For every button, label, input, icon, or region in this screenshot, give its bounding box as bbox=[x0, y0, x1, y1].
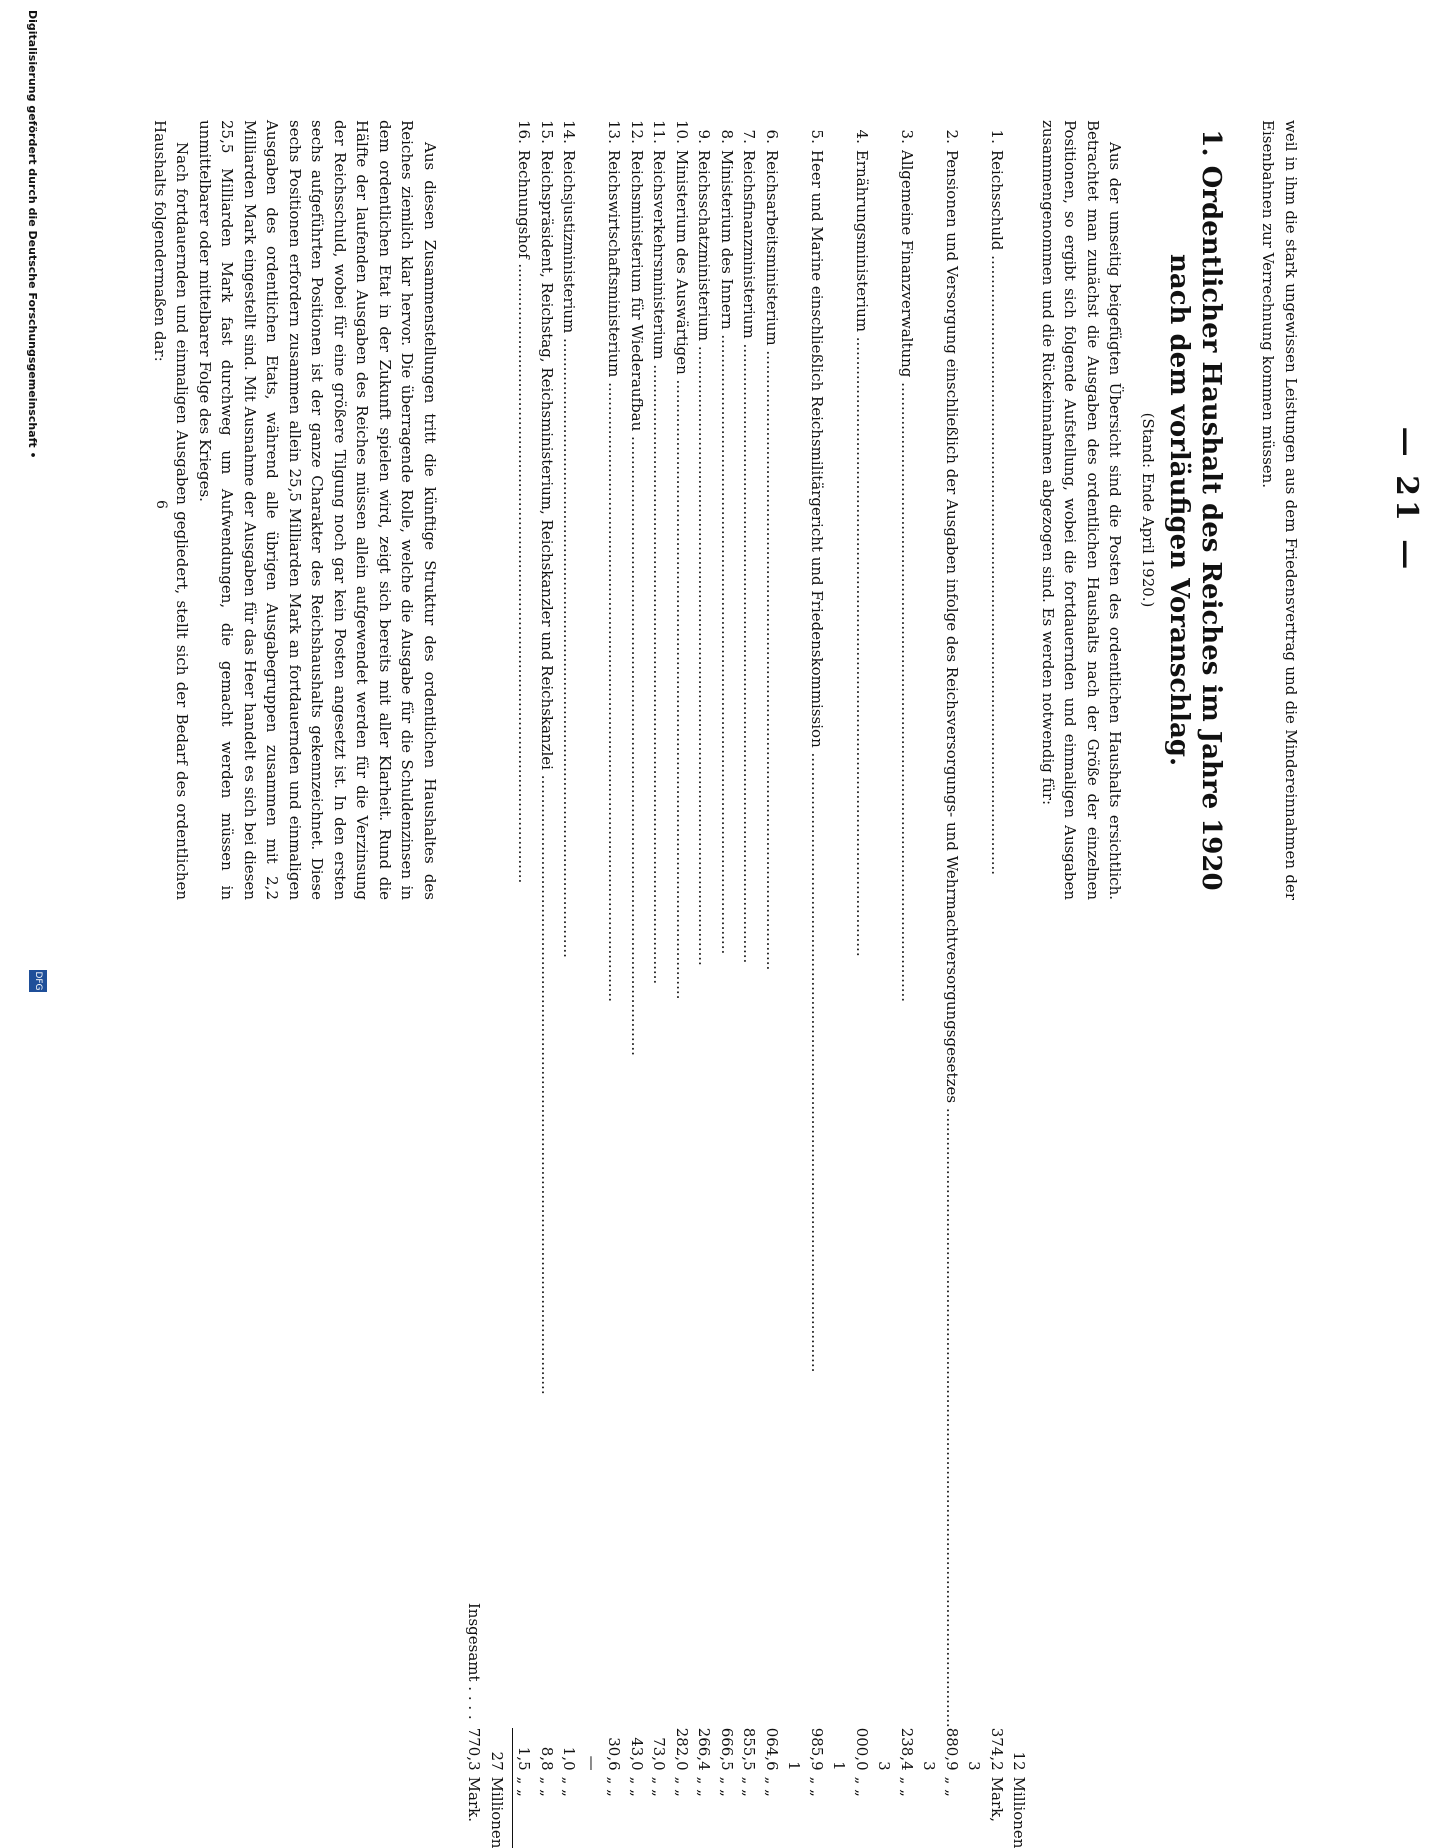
item-label: Reichspräsident, Reichstag, Reichsministerium, Reichskanzler und Reichskanzlei ..... bbox=[536, 150, 559, 1728]
item-number: 14. bbox=[560, 120, 579, 144]
table-row bbox=[896, 120, 941, 1848]
item-label: Reichsarbeitsministerium ..... bbox=[761, 150, 806, 1728]
item-value: 43,0 bbox=[628, 1737, 646, 1771]
intro-paragraph: weil in ihm die stark ungewissen Leistungen aus dem Friedensvertrag und die Mindereinnahmen der Eisenbahnen zur Verrechnung kommen müssen. bbox=[1259, 120, 1300, 900]
table-row bbox=[626, 120, 649, 1848]
signature-mark: 6 bbox=[153, 500, 169, 509]
item-unit: „ „ bbox=[943, 1776, 961, 1797]
item-label: Reichsverkehrsministerium ..... bbox=[648, 150, 671, 1728]
total-label: Insgesamt bbox=[465, 1602, 484, 1682]
item-number: 15. bbox=[538, 120, 556, 144]
page-number: — 21 — bbox=[1389, 426, 1424, 574]
item-unit: „ „ bbox=[718, 1776, 736, 1797]
item-label: Reichsschuld ..... bbox=[986, 150, 1031, 1728]
item-number: 5. bbox=[808, 129, 826, 144]
table-row bbox=[716, 120, 739, 1848]
footer-credit: Digitalisierung gefördert durch die Deutsche Forschungsgemeinschaft • bbox=[26, 10, 39, 459]
table-row bbox=[558, 120, 603, 1848]
item-label: Reichsjustizministerium ..... bbox=[558, 150, 603, 1728]
table-row bbox=[761, 120, 806, 1848]
item-unit: „ „ bbox=[853, 1776, 871, 1797]
item-value: 12 374,2 bbox=[988, 1727, 1029, 1771]
item-unit: „ „ bbox=[560, 1776, 579, 1797]
item-number: 11. bbox=[650, 120, 669, 144]
item-label: Reichsschatzministerium ..... bbox=[693, 150, 716, 1728]
item-unit: Millionen Mark, bbox=[988, 1776, 1029, 1848]
table-row bbox=[693, 120, 716, 1848]
paragraph-2: Aus diesen Zusammenstellungen tritt die künftige Struktur des ordentlichen Haushaltes des Reiches ziemlich klar hervor. Die überragende Rolle, welche die Ausgabe für die Schuldenzinsen in dem ordentlichen Etat in der Zukunft spielen wird, zeigt sich bereits mit aller Klarheit. Rund die Hälfte der laufenden Ausgaben des Reiches müssen allein aufgewendet werden für die Verzinsung der Reichsschuld, wobei für eine größere Tilgung noch gar kein Posten angesetzt ist. In den ersten sechs aufgeführten Positionen ist der ganze Charakter des Reichshaushalts gekennzeichnet. Diese sechs Positionen erfordern zusammen allein 25,5 Milliarden Mark an fortdauernden und einmaligen Ausgaben des ordentlichen Etats, während alle übrigen Ausgabegruppen zusammen mit 2,2 Milliarden Mark eingestellt sind. Mit Ausnahme der Ausgaben für das Heer handelt es sich bei diesen 25,5 Milliarden Mark fast durchweg um Aufwendungen, die gemacht werden müssen in unmittelbarer oder mittelbarer Folge des Krieges. bbox=[196, 120, 439, 900]
item-label: Rechnungshof ..... bbox=[513, 150, 536, 1728]
item-unit: „ „ bbox=[695, 1776, 714, 1797]
item-number: 7. bbox=[740, 129, 759, 144]
item-label: Reichsministerium für Wiederaufbau ..... bbox=[626, 150, 649, 1728]
item-label: Ernährungsministerium ..... bbox=[851, 150, 896, 1728]
item-number: 16. bbox=[515, 120, 533, 144]
item-number: 8. bbox=[718, 129, 736, 144]
total-value: 27 770,3 bbox=[463, 1728, 513, 1771]
paragraph-3: Nach fortdauernden und einmaligen Ausgaben gegliedert, stellt sich der Bedarf des ordentlichen Haushalts folgendermaßen dar: bbox=[151, 120, 192, 900]
total-row: Insgesamt . . . . 27 770,3 Millionen Mark. bbox=[463, 120, 513, 1848]
item-value: 3 000,0 bbox=[853, 1727, 894, 1771]
item-number: 6. bbox=[763, 129, 781, 144]
item-value: 282,0 bbox=[673, 1727, 691, 1771]
total-unit: Millionen Mark. bbox=[463, 1771, 513, 1848]
item-value: 3 238,4 bbox=[898, 1727, 939, 1771]
paragraph-1: Aus der umseitig beigefügten Übersicht sind die Posten des ordentlichen Haushalts ersichtlich. Betrachtet man zunächst die Ausgaben des ordentlichen Haushalts nach der Größe der einzelnen Positionen, so ergibt sich folgende Aufstellung, wobei die fortdauernden und einmaligen Ausgaben zusammengenommen und die Rückeinnahmen abgezogen sind. Es werden notwendig für: bbox=[1039, 120, 1125, 900]
item-number: 3. bbox=[898, 129, 916, 144]
table-row bbox=[738, 120, 761, 1848]
item-unit: „ „ bbox=[673, 1776, 691, 1797]
item-value: — 1,0 bbox=[560, 1746, 601, 1771]
item-unit: „ „ bbox=[740, 1776, 759, 1797]
section-heading: 1. Ordentlicher Haushalt des Reiches im Jahre 1920 nach dem vorläufigen Voranschlag. bbox=[1164, 129, 1226, 891]
page-body bbox=[149, 120, 1303, 1848]
item-label: Ministerium des Auswärtigen ..... bbox=[671, 150, 694, 1728]
item-unit: „ „ bbox=[515, 1776, 534, 1797]
table-row bbox=[536, 120, 559, 1848]
item-number: 13. bbox=[605, 120, 624, 144]
item-number: 12. bbox=[628, 120, 646, 144]
item-unit: „ „ bbox=[808, 1776, 826, 1797]
table-row bbox=[806, 120, 851, 1848]
item-label: Ministerium des Innern ..... bbox=[716, 150, 739, 1728]
item-number: 2. bbox=[943, 129, 961, 144]
item-label: Heer und Marine einschließlich Reichsmilitärgericht und Friedenskommission ..... bbox=[806, 150, 851, 1728]
item-value: 73,0 bbox=[650, 1737, 669, 1771]
table-row bbox=[648, 120, 671, 1848]
dfg-logo: DFG bbox=[29, 970, 47, 992]
item-label: Reichswirtschaftsministerium ..... bbox=[603, 150, 626, 1728]
item-value: 30,6 bbox=[605, 1737, 624, 1771]
item-number: 9. bbox=[695, 129, 714, 144]
item-number: 1. bbox=[988, 129, 1006, 144]
item-number: 4. bbox=[853, 129, 871, 144]
table-row bbox=[513, 120, 536, 1848]
table-row bbox=[603, 120, 626, 1848]
table-row bbox=[671, 120, 694, 1848]
item-label: Reichsfinanzministerium ..... bbox=[738, 150, 761, 1728]
stand-note: (Stand: Ende April 1920.) bbox=[1139, 412, 1157, 608]
item-value: 3 880,9 bbox=[943, 1727, 984, 1771]
item-value: 1 985,9 bbox=[808, 1727, 849, 1771]
item-unit: „ „ bbox=[605, 1776, 624, 1797]
item-unit: „ „ bbox=[650, 1776, 669, 1797]
item-unit: „ „ bbox=[538, 1776, 556, 1797]
item-value: 855,5 bbox=[740, 1727, 759, 1771]
item-unit: „ „ bbox=[763, 1776, 781, 1797]
table-row bbox=[986, 120, 1031, 1848]
item-value: 8,8 bbox=[538, 1746, 556, 1771]
item-value: 666,5 bbox=[718, 1727, 736, 1771]
item-unit: „ „ bbox=[898, 1776, 916, 1797]
item-label: Pensionen und Versorgung einschließlich der Ausgaben infolge des Reichsversorgungs- und Wehrmachtversorgungsgesetzes ..... bbox=[941, 150, 986, 1728]
table-row bbox=[851, 120, 896, 1848]
item-value: 266,4 bbox=[695, 1727, 714, 1771]
item-number: 10. bbox=[673, 120, 691, 144]
item-label: Allgemeine Finanzverwaltung ..... bbox=[896, 150, 941, 1728]
item-value: 1,5 bbox=[515, 1746, 534, 1771]
expenditure-table bbox=[463, 120, 1031, 1848]
item-value: 1 064,6 bbox=[763, 1727, 804, 1771]
table-row bbox=[941, 120, 986, 1848]
item-unit: „ „ bbox=[628, 1776, 646, 1797]
